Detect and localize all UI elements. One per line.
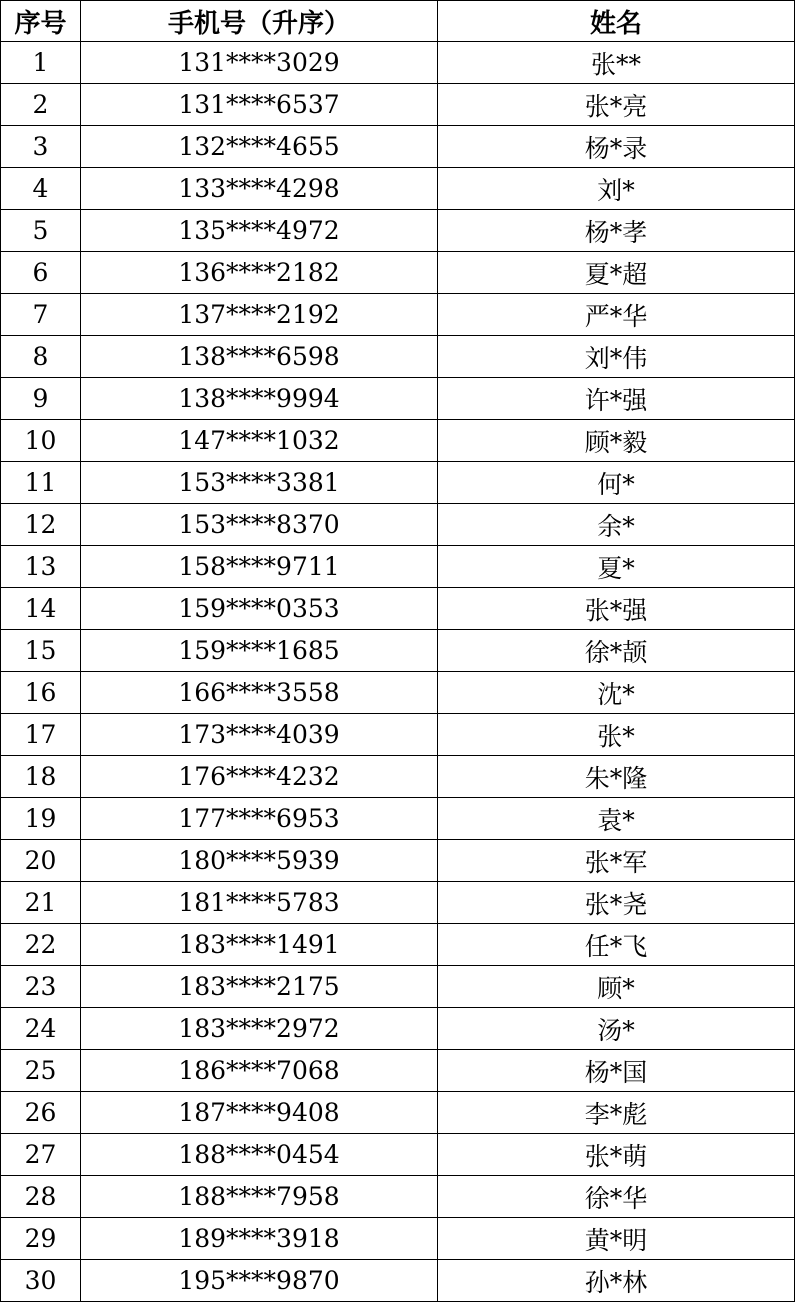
cell-phone: 183****2175 bbox=[81, 966, 438, 1008]
table-row bbox=[1, 84, 795, 126]
cell-name: 沈* bbox=[438, 672, 795, 714]
cell-name: 余* bbox=[438, 504, 795, 546]
cell-phone: 132****4655 bbox=[81, 126, 438, 168]
cell-phone: 177****6953 bbox=[81, 798, 438, 840]
cell-phone: 135****4972 bbox=[81, 210, 438, 252]
table-row bbox=[1, 294, 795, 336]
cell-phone: 181****5783 bbox=[81, 882, 438, 924]
cell-index: 4 bbox=[1, 168, 81, 210]
table-body bbox=[1, 42, 795, 1302]
cell-phone: 133****4298 bbox=[81, 168, 438, 210]
table-row bbox=[1, 966, 795, 1008]
cell-index: 22 bbox=[1, 924, 81, 966]
table-row bbox=[1, 336, 795, 378]
cell-name: 张*亮 bbox=[438, 84, 795, 126]
table-header bbox=[1, 1, 795, 42]
table-row bbox=[1, 1176, 795, 1218]
cell-phone: 138****9994 bbox=[81, 378, 438, 420]
table-row bbox=[1, 168, 795, 210]
cell-phone: 137****2192 bbox=[81, 294, 438, 336]
table-row bbox=[1, 672, 795, 714]
table-row bbox=[1, 882, 795, 924]
cell-phone: 186****7068 bbox=[81, 1050, 438, 1092]
cell-name: 徐*颉 bbox=[438, 630, 795, 672]
cell-name: 夏*超 bbox=[438, 252, 795, 294]
cell-name: 黄*明 bbox=[438, 1218, 795, 1260]
header-row bbox=[1, 1, 795, 42]
cell-index: 19 bbox=[1, 798, 81, 840]
table-row bbox=[1, 630, 795, 672]
cell-index: 15 bbox=[1, 630, 81, 672]
cell-name: 汤* bbox=[438, 1008, 795, 1050]
table-row bbox=[1, 546, 795, 588]
cell-name: 徐*华 bbox=[438, 1176, 795, 1218]
header-index: 序号 bbox=[1, 1, 81, 42]
cell-phone: 153****8370 bbox=[81, 504, 438, 546]
cell-index: 1 bbox=[1, 42, 81, 84]
cell-name: 杨*国 bbox=[438, 1050, 795, 1092]
cell-index: 16 bbox=[1, 672, 81, 714]
table-row bbox=[1, 840, 795, 882]
cell-index: 14 bbox=[1, 588, 81, 630]
header-name: 姓名 bbox=[438, 1, 795, 42]
cell-name: 夏* bbox=[438, 546, 795, 588]
cell-phone: 159****0353 bbox=[81, 588, 438, 630]
cell-index: 17 bbox=[1, 714, 81, 756]
cell-phone: 131****6537 bbox=[81, 84, 438, 126]
cell-name: 张** bbox=[438, 42, 795, 84]
cell-index: 13 bbox=[1, 546, 81, 588]
table-row bbox=[1, 1260, 795, 1302]
cell-phone: 147****1032 bbox=[81, 420, 438, 462]
cell-name: 张* bbox=[438, 714, 795, 756]
table-row bbox=[1, 1092, 795, 1134]
cell-phone: 138****6598 bbox=[81, 336, 438, 378]
cell-phone: 131****3029 bbox=[81, 42, 438, 84]
cell-name: 许*强 bbox=[438, 378, 795, 420]
cell-index: 21 bbox=[1, 882, 81, 924]
cell-name: 杨*孝 bbox=[438, 210, 795, 252]
cell-phone: 188****0454 bbox=[81, 1134, 438, 1176]
cell-index: 27 bbox=[1, 1134, 81, 1176]
table-row bbox=[1, 1050, 795, 1092]
cell-index: 25 bbox=[1, 1050, 81, 1092]
cell-index: 2 bbox=[1, 84, 81, 126]
cell-name: 任*飞 bbox=[438, 924, 795, 966]
table-row bbox=[1, 126, 795, 168]
table-row bbox=[1, 378, 795, 420]
cell-index: 11 bbox=[1, 462, 81, 504]
cell-phone: 187****9408 bbox=[81, 1092, 438, 1134]
cell-name: 顾* bbox=[438, 966, 795, 1008]
cell-name: 刘*伟 bbox=[438, 336, 795, 378]
table-row bbox=[1, 1008, 795, 1050]
cell-index: 23 bbox=[1, 966, 81, 1008]
table-row bbox=[1, 714, 795, 756]
cell-index: 10 bbox=[1, 420, 81, 462]
cell-name: 张*强 bbox=[438, 588, 795, 630]
table-row bbox=[1, 462, 795, 504]
table-row bbox=[1, 504, 795, 546]
cell-name: 严*华 bbox=[438, 294, 795, 336]
cell-name: 刘* bbox=[438, 168, 795, 210]
cell-name: 张*尧 bbox=[438, 882, 795, 924]
table-row bbox=[1, 798, 795, 840]
table-row bbox=[1, 420, 795, 462]
table-row bbox=[1, 1218, 795, 1260]
cell-name: 何* bbox=[438, 462, 795, 504]
cell-phone: 195****9870 bbox=[81, 1260, 438, 1302]
cell-phone: 136****2182 bbox=[81, 252, 438, 294]
cell-phone: 189****3918 bbox=[81, 1218, 438, 1260]
table-row bbox=[1, 924, 795, 966]
table-row bbox=[1, 210, 795, 252]
cell-index: 20 bbox=[1, 840, 81, 882]
table-row bbox=[1, 1134, 795, 1176]
cell-index: 6 bbox=[1, 252, 81, 294]
cell-name: 张*军 bbox=[438, 840, 795, 882]
table-row bbox=[1, 756, 795, 798]
cell-index: 7 bbox=[1, 294, 81, 336]
cell-index: 3 bbox=[1, 126, 81, 168]
cell-index: 9 bbox=[1, 378, 81, 420]
cell-name: 杨*录 bbox=[438, 126, 795, 168]
cell-name: 张*萌 bbox=[438, 1134, 795, 1176]
cell-phone: 158****9711 bbox=[81, 546, 438, 588]
table-row bbox=[1, 588, 795, 630]
cell-name: 朱*隆 bbox=[438, 756, 795, 798]
cell-phone: 159****1685 bbox=[81, 630, 438, 672]
cell-name: 李*彪 bbox=[438, 1092, 795, 1134]
cell-phone: 183****2972 bbox=[81, 1008, 438, 1050]
table-row bbox=[1, 42, 795, 84]
cell-name: 顾*毅 bbox=[438, 420, 795, 462]
cell-index: 12 bbox=[1, 504, 81, 546]
cell-index: 18 bbox=[1, 756, 81, 798]
cell-index: 24 bbox=[1, 1008, 81, 1050]
cell-index: 8 bbox=[1, 336, 81, 378]
cell-phone: 153****3381 bbox=[81, 462, 438, 504]
cell-phone: 183****1491 bbox=[81, 924, 438, 966]
cell-name: 孙*林 bbox=[438, 1260, 795, 1302]
cell-phone: 188****7958 bbox=[81, 1176, 438, 1218]
cell-index: 5 bbox=[1, 210, 81, 252]
header-phone: 手机号（升序） bbox=[81, 1, 438, 42]
cell-name: 袁* bbox=[438, 798, 795, 840]
table-row bbox=[1, 252, 795, 294]
cell-phone: 173****4039 bbox=[81, 714, 438, 756]
cell-phone: 166****3558 bbox=[81, 672, 438, 714]
cell-phone: 176****4232 bbox=[81, 756, 438, 798]
cell-index: 26 bbox=[1, 1092, 81, 1134]
cell-index: 30 bbox=[1, 1260, 81, 1302]
cell-index: 29 bbox=[1, 1218, 81, 1260]
cell-index: 28 bbox=[1, 1176, 81, 1218]
cell-phone: 180****5939 bbox=[81, 840, 438, 882]
